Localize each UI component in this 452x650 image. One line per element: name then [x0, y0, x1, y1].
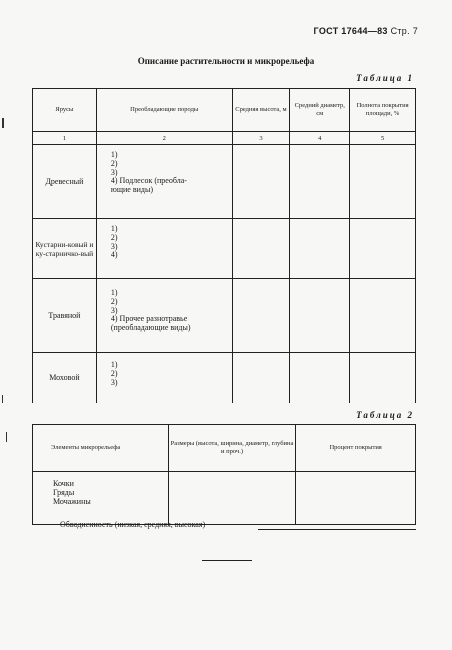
- col-header-tiers: Ярусы: [33, 89, 97, 132]
- col-number: 4: [290, 132, 350, 145]
- species-item: 4): [110, 250, 118, 260]
- height-cell[interactable]: [232, 279, 290, 353]
- species-cell: [96, 279, 232, 353]
- table-header-row: [33, 89, 416, 132]
- elements-cell: [33, 472, 169, 525]
- col-header-elements: Элементы микрорельефа: [33, 425, 169, 472]
- fill-in-line[interactable]: [258, 529, 416, 530]
- vegetation-table: [32, 88, 416, 403]
- height-cell[interactable]: [232, 353, 290, 403]
- col-header-coverage: Полнота покрытия площади, %: [350, 89, 416, 132]
- species-item: 3): [110, 167, 118, 177]
- tier-name: Кустарни-ковый и ку-старничко-вый: [33, 219, 97, 279]
- col-header-species: Преобладающие породы: [96, 89, 232, 132]
- coverage-cell[interactable]: [350, 353, 416, 403]
- microrelief-table: [32, 424, 416, 525]
- table-row: [33, 219, 416, 279]
- coverage-cell[interactable]: [350, 145, 416, 219]
- col-header-height: Средняя высота, м: [232, 89, 290, 132]
- species-cell: [96, 145, 232, 219]
- col-number: 2: [96, 132, 232, 145]
- species-item: 4) Прочее разнотравье: [110, 314, 188, 324]
- species-item: 1): [110, 288, 118, 297]
- page-number: Стр. 7: [390, 26, 418, 36]
- species-item: 2): [110, 158, 118, 168]
- page-header: [314, 26, 418, 36]
- species-cell: [96, 219, 232, 279]
- height-cell[interactable]: [232, 219, 290, 279]
- species-item: 4) Подлесок (преобла-: [110, 176, 187, 186]
- table-row: [33, 353, 416, 403]
- col-header-percent: Процент покрытия: [296, 425, 416, 472]
- col-header-diameter: Средний диаметр, см: [290, 89, 350, 132]
- sizes-cell[interactable]: [168, 472, 296, 525]
- table-row: [33, 472, 416, 525]
- percent-cell[interactable]: [296, 472, 416, 525]
- col-number: 1: [33, 132, 97, 145]
- species-item: 1): [110, 224, 118, 233]
- margin-mark: [2, 395, 3, 403]
- element-item: Гряды: [53, 487, 75, 497]
- coverage-cell[interactable]: [350, 279, 416, 353]
- species-item: 3): [110, 241, 118, 251]
- col-number: 5: [350, 132, 416, 145]
- coverage-cell[interactable]: [350, 219, 416, 279]
- margin-mark: [2, 118, 4, 128]
- species-item: ющие виды): [110, 185, 154, 195]
- tier-name: Древесный: [33, 145, 97, 219]
- species-item: 3): [110, 377, 118, 387]
- standard-number: ГОСТ 17644—83: [313, 26, 388, 36]
- species-item: 2): [110, 232, 118, 242]
- diameter-cell[interactable]: [290, 353, 350, 403]
- species-item: (преобладающие виды): [110, 323, 191, 333]
- margin-mark: [6, 432, 7, 442]
- col-number: 3: [232, 132, 290, 145]
- height-cell[interactable]: [232, 145, 290, 219]
- table-row: [33, 145, 416, 219]
- diameter-cell[interactable]: [290, 279, 350, 353]
- column-number-row: [33, 132, 416, 145]
- waterlogging-label: Обводненность (низкая, средняя, высокая): [60, 520, 206, 529]
- table-row: [33, 279, 416, 353]
- species-item: 1): [110, 150, 118, 159]
- section-title: Описание растительности и микрорельефа: [137, 56, 315, 66]
- species-item: 3): [110, 305, 118, 315]
- element-item: Мочажины: [53, 496, 91, 506]
- element-item: Кочки: [53, 479, 74, 488]
- diameter-cell[interactable]: [290, 145, 350, 219]
- species-cell: [96, 353, 232, 403]
- diameter-cell[interactable]: [290, 219, 350, 279]
- table2-label: Таблица 2: [356, 410, 414, 420]
- table1-label: Таблица 1: [356, 73, 414, 83]
- species-item: 2): [110, 296, 118, 306]
- end-rule: [202, 560, 252, 561]
- table-header-row: [33, 425, 416, 472]
- tier-name: Травяной: [33, 279, 97, 353]
- tier-name: Моховой: [33, 353, 97, 403]
- species-item: 2): [110, 368, 118, 378]
- col-header-sizes: Размеры (высота, ширина, диаметр, глубина и проч.): [168, 425, 296, 472]
- species-item: 1): [110, 360, 118, 369]
